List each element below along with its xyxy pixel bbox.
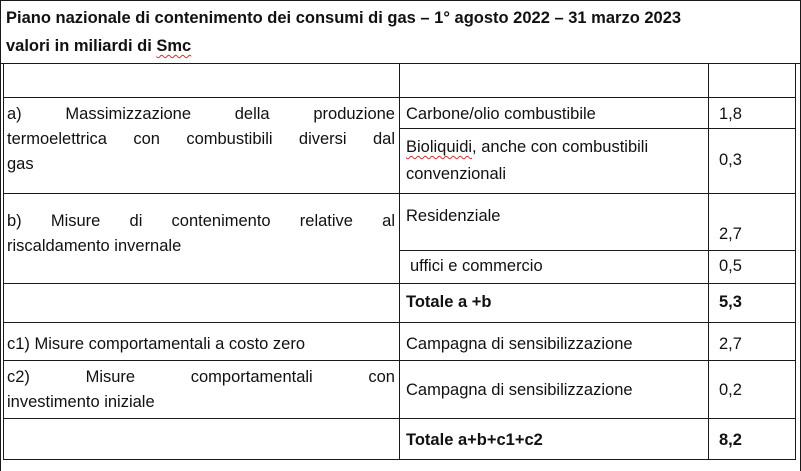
measure-c2-line1: c2) Misure comportamentali con xyxy=(7,368,395,386)
measure-b-line2: riscaldamento invernale xyxy=(7,237,182,255)
table-border-left xyxy=(0,0,1,471)
measure-b xyxy=(7,209,395,259)
table-title-line2 xyxy=(6,34,191,59)
table-title-line1: Piano nazionale di contenimento dei consumi di gas – 1° agosto 2022 – 31 marzo 2023 xyxy=(6,9,682,27)
measure-a xyxy=(7,102,395,177)
item-residenziale-value: 2,7 xyxy=(719,225,742,243)
row-line-a-inner xyxy=(400,128,796,129)
item-bioliquidi-value: 0,3 xyxy=(719,151,742,169)
total-ab-label: Totale a +b xyxy=(406,293,492,311)
total-ab-value: 5,3 xyxy=(719,293,742,311)
measure-a-line3: gas xyxy=(7,155,34,173)
measure-a-line2: termoelettrica con combustibili diversi dal xyxy=(7,130,395,148)
measure-b-line1: b) Misure di contenimento relative al xyxy=(7,212,395,230)
item-residenziale-label: Residenziale xyxy=(406,207,501,225)
item-bioliquidi-word: Bioliquidi xyxy=(406,138,473,156)
item-c1-value: 2,7 xyxy=(719,335,742,353)
measure-c1: c1) Misure comportamentali a costo zero xyxy=(7,335,306,353)
table-title-unit: Smc xyxy=(156,37,192,55)
measure-a-line1: a) Massimizzazione della produzione xyxy=(7,105,395,123)
measure-c2 xyxy=(7,365,395,415)
item-c2-label: Campagna di sensibilizzazione xyxy=(406,381,633,399)
table-border-top xyxy=(0,0,801,1)
item-uffici-value: 0,5 xyxy=(719,257,742,275)
column-line-measure xyxy=(399,63,400,460)
item-carbone-label: Carbone/olio combustibile xyxy=(406,105,596,123)
item-carbone-value: 1,8 xyxy=(719,105,742,123)
item-c1-label: Campagna di sensibilizzazione xyxy=(406,335,633,353)
item-uffici-label: uffici e commercio xyxy=(410,257,543,275)
item-bioliquidi-label-line2: convenzionali xyxy=(406,165,506,183)
total-all-value: 8,2 xyxy=(719,431,742,449)
measure-c2-line2: investimento iniziale xyxy=(7,393,155,411)
column-line-value xyxy=(708,63,709,460)
item-bioliquidi-label xyxy=(406,135,702,160)
total-all-label: Totale a+b+c1+c2 xyxy=(406,431,543,449)
table-title-prefix: valori in miliardi di xyxy=(6,37,157,55)
row-line-b-inner xyxy=(400,250,796,251)
item-c2-value: 0,2 xyxy=(719,381,742,399)
item-bioliquidi-rest: , anche con combustibili xyxy=(472,138,649,156)
